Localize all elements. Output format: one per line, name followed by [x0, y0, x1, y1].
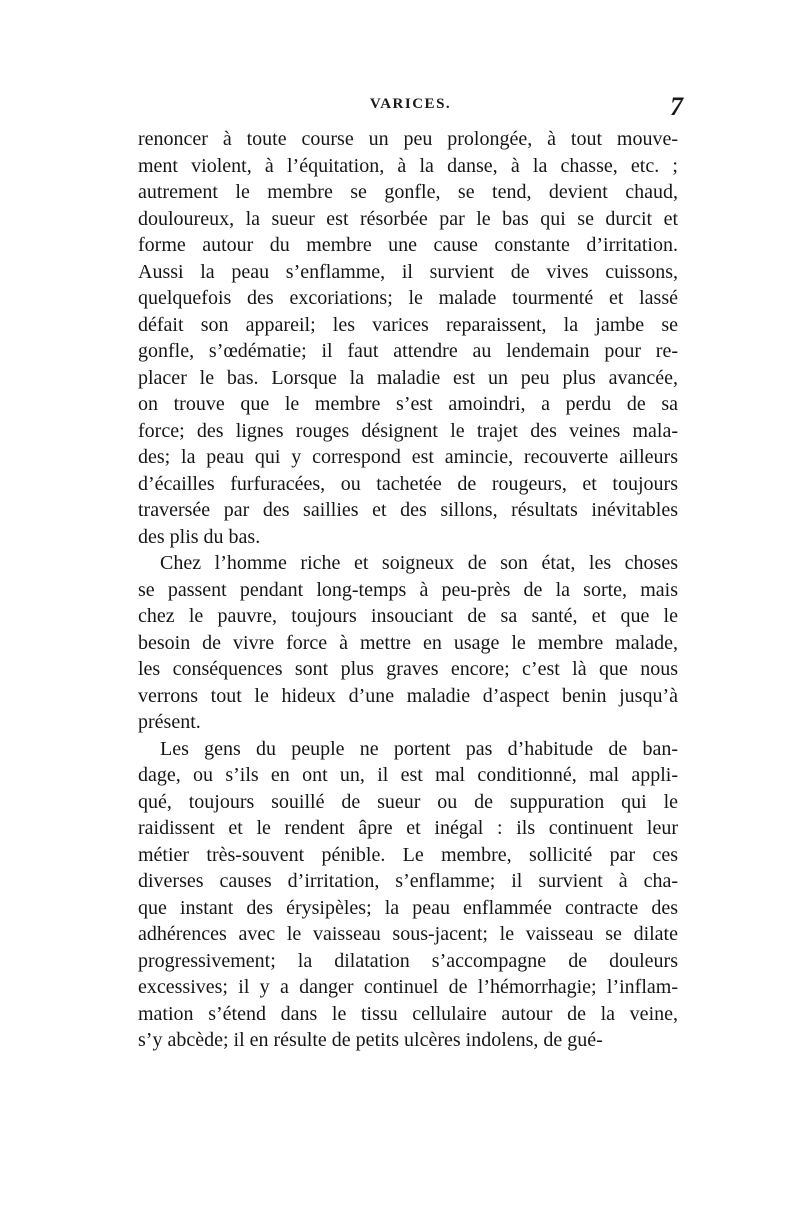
text-line: besoin de vivre force à mettre en usage le membre malade,	[138, 631, 678, 654]
text-line: Les gens du peuple ne portent pas d’habitude de ban-	[160, 737, 678, 760]
text-line: traversée par des saillies et des sillons, résultats inévitables	[138, 499, 678, 521]
text-line: quelquefois des excoriations; le malade tourmenté et lassé	[138, 287, 678, 309]
text-line: verrons tout le hideux d’une maladie d’aspect benin jusqu’à	[138, 684, 678, 707]
text-line: forme autour du membre une cause constante d’irritation.	[138, 234, 678, 256]
text-line: mation s’étend dans le tissu cellulaire autour de la veine,	[138, 1002, 678, 1025]
text-line: ment violent, à l’équitation, à la danse, à la chasse, etc. ;	[138, 154, 678, 177]
text-line: qué, toujours souillé de sueur ou de suppuration qui le	[138, 790, 678, 813]
page-number: 7	[670, 92, 683, 121]
text-line: adhérences avec le vaisseau sous-jacent; le vaisseau se dilate	[138, 923, 678, 945]
text-line: diverses causes d’irritation, s’enflamme; il survient à cha-	[138, 870, 678, 892]
text-line: présent.	[138, 711, 201, 733]
text-line: que instant des érysipèles; la peau enflammée contracte des	[138, 896, 678, 919]
text-line: s’y abcède; il en résulte de petits ulcères indolens, de gué-	[138, 1029, 603, 1051]
text-line: gonfle, s’œdématie; il faut attendre au lendemain pour re-	[138, 340, 678, 362]
paragraph	[138, 736, 678, 1054]
text-line: Aussi la peau s’enflamme, il survient de vives cuissons,	[138, 260, 678, 283]
text-line: se passent pendant long-temps à peu-près de la sorte, mais	[138, 578, 678, 601]
text-line: dage, ou s’ils en ont un, il est mal conditionné, mal appli-	[138, 764, 678, 786]
text-line: renoncer à toute course un peu prolongée, à tout mouve-	[138, 128, 678, 150]
text-line: autrement le membre se gonfle, se tend, devient chaud,	[138, 181, 678, 203]
text-line: Chez l’homme riche et soigneux de son état, les choses	[160, 552, 678, 574]
text-line: chez le pauvre, toujours insouciant de sa santé, et que le	[138, 605, 678, 627]
text-line: placer le bas. Lorsque la maladie est un peu plus avancée,	[138, 366, 678, 389]
paragraph	[138, 550, 678, 736]
text-line: d’écailles furfuracées, ou tachetée de rougeurs, et toujours	[138, 472, 678, 495]
text-line: on trouve que le membre s’est amoindri, a perdu de sa	[138, 393, 678, 415]
text-line: les conséquences sont plus graves encore; c’est là que nous	[138, 658, 678, 680]
paragraph	[138, 126, 678, 550]
running-title: VARICES.	[369, 96, 452, 112]
text-line: force; des lignes rouges désignent le trajet des veines mala-	[138, 419, 678, 442]
text-line: métier très-souvent pénible. Le membre, sollicité par ces	[138, 843, 678, 866]
text-line: excessives; il y a danger continuel de l’hémorrhagie; l’inflam-	[138, 976, 678, 998]
text-line: des plis du bas.	[138, 525, 261, 548]
running-head	[138, 92, 683, 122]
text-line: défait son appareil; les varices reparaissent, la jambe se	[138, 313, 678, 336]
text-line: progressivement; la dilatation s’accompagne de douleurs	[138, 949, 678, 972]
body-text	[138, 126, 678, 1054]
text-line: raidissent et le rendent âpre et inégal : ils continuent leur	[138, 817, 678, 839]
text-line: des; la peau qui y correspond est amincie, recouverte ailleurs	[138, 446, 678, 468]
text-line: douloureux, la sueur est résorbée par le bas qui se durcit et	[138, 207, 678, 230]
